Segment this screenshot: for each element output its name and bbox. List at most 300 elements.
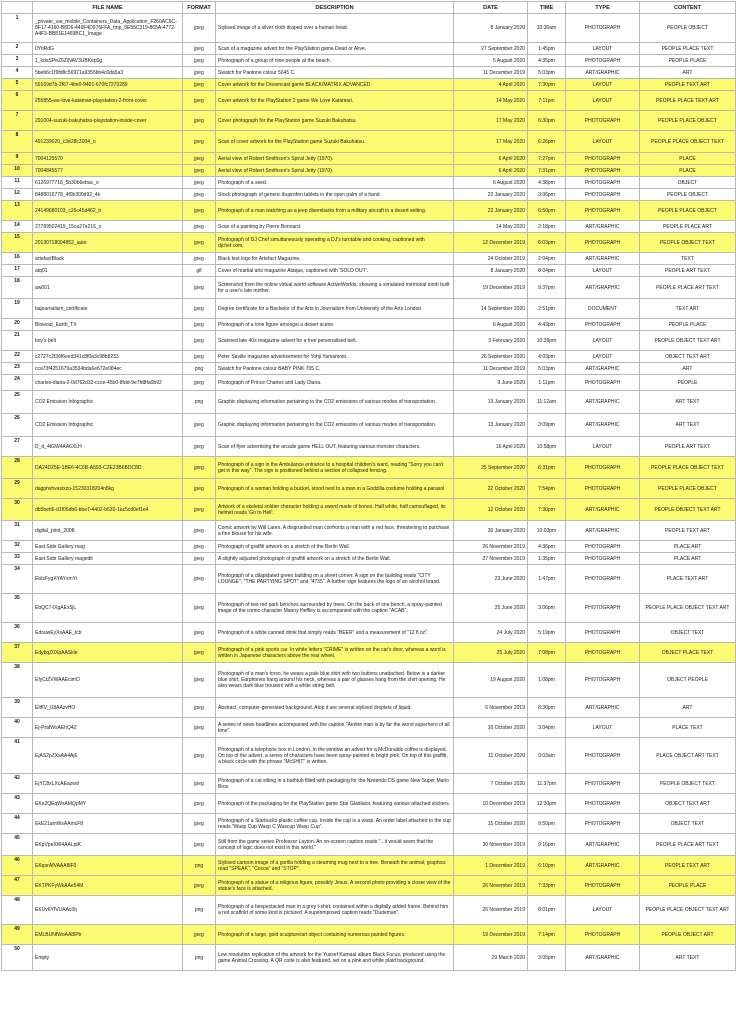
file-name-cell: Blowout_Earth_TX <box>33 319 183 331</box>
date-cell: 6 August 2020 <box>454 177 528 189</box>
header-type: TYPE <box>566 2 640 14</box>
type-cell: PHOTOGRAPH <box>566 375 640 391</box>
type-cell: ART/GRAPHIC <box>566 521 640 541</box>
format-cell: jpeg <box>183 277 216 299</box>
table-row <box>2 14 736 43</box>
content-cell: OBJECT <box>640 177 736 189</box>
table-row <box>2 499 736 521</box>
row-number: 15 <box>2 233 33 253</box>
time-cell: 6:30pm <box>528 111 566 131</box>
time-cell: 5:03pm <box>528 363 566 375</box>
format-cell: png <box>183 945 216 971</box>
file-name-cell: cca73f4251679a3534bda6e672e084ec <box>33 363 183 375</box>
row-number: 5 <box>2 79 33 91</box>
description-cell: Artwork of a skeletal soldier character holding a sword made of bones. Half white, half camouflaged, its helmet reads 'Go to Hell'. <box>216 499 454 521</box>
row-number: 42 <box>2 774 33 794</box>
table-row <box>2 131 736 153</box>
date-cell: 22 October 2020 <box>454 479 528 499</box>
date-cell: 26 November 2019 <box>454 896 528 925</box>
header-file-name: FILE NAME <box>33 2 183 14</box>
format-cell: jpeg <box>183 153 216 165</box>
content-cell: PEOPLE PLACE <box>640 319 736 331</box>
content-cell: PEOPLE PLACE OBJECT <box>640 111 736 131</box>
type-cell: PHOTOGRAPH <box>566 623 640 643</box>
format-cell: jpeg <box>183 111 216 131</box>
type-cell: PHOTOGRAPH <box>566 594 640 623</box>
date-cell: 11 October 2020 <box>454 738 528 774</box>
file-name-cell: db5beh6-d1f06db6-bbe7-4402-b630-1ac5cd0ef1e4 <box>33 499 183 521</box>
file-name-cell: EdybqZ0XpAASkle <box>33 643 183 663</box>
file-name-cell: EKqorAfVAAA8lF0 <box>33 856 183 876</box>
description-cell: Photograph of a telephone box in London. In the window an advert for a McDonalds coffee is displayed. On top of the advert, a series of characters have been spray-painted in bright pink. On top of this graffiti, a black circle with the phrase "McSHIT" is written. <box>216 738 454 774</box>
type-cell: PHOTOGRAPH <box>566 177 640 189</box>
content-cell: PEOPLE PLACE OBJECT TEXT <box>640 457 736 479</box>
description-cell: Photograph of a dilapidated green building on a street corner. A sign on the building reads "CITY LOUNGE", "THE PARTYING SPOT" and "4735". A further sign features the logo of an alcohol brand. <box>216 565 454 594</box>
time-cell: 11:37pm <box>528 774 566 794</box>
type-cell: ART/GRAPHIC <box>566 945 640 971</box>
file-name-cell: 7004125570 <box>33 153 183 165</box>
table-row <box>2 945 736 971</box>
table-row <box>2 277 736 299</box>
format-cell: jpeg <box>183 233 216 253</box>
content-cell: PLACE <box>640 153 736 165</box>
type-cell: ART/GRAPHIC <box>566 277 640 299</box>
file-name-cell: atq01 <box>33 265 183 277</box>
type-cell: PHOTOGRAPH <box>566 876 640 896</box>
type-cell: PHOTOGRAPH <box>566 165 640 177</box>
description-cell: Photograph of graffiti artwork on a stretch of the Berlin Wall. <box>216 541 454 553</box>
description-cell: Cover photograph for the PlayStation game Suzuki Bakuhatsu. <box>216 111 454 131</box>
format-cell: jpeg <box>183 565 216 594</box>
time-cell: 7:30pm <box>528 499 566 521</box>
date-cell: 30 January 2020 <box>454 521 528 541</box>
description-cell: Still from the game series Professor Layton. An on-screen caption reads "...it would seem that the concept of logic does not exist in this world." <box>216 834 454 856</box>
date-cell: 9 June 2020 <box>454 375 528 391</box>
type-cell: ART/GRAPHIC <box>566 856 640 876</box>
table-row <box>2 643 736 663</box>
table-row <box>2 437 736 457</box>
content-cell: PEOPLE PLACE <box>640 55 736 67</box>
date-cell: 15 October 2020 <box>454 814 528 834</box>
time-cell: 3:09pm <box>528 414 566 437</box>
date-cell: 27 November 2019 <box>454 553 528 565</box>
format-cell: png <box>183 391 216 414</box>
time-cell: 7:14pm <box>528 925 566 945</box>
description-cell: Photograph of a large, gold sculpture/art object containing numerous painted figures. <box>216 925 454 945</box>
description-cell: Degree certificate for a Bachelor of the Arts in Journalism from University of the Arts London. <box>216 299 454 319</box>
date-cell: 3 February 2020 <box>454 331 528 351</box>
date-cell: 26 November 2019 <box>454 876 528 896</box>
row-number: 50 <box>2 945 33 971</box>
row-number: 23 <box>2 363 33 375</box>
time-cell: 1:47pm <box>528 565 566 594</box>
file-name-cell: Empty <box>33 945 183 971</box>
time-cell: 7:27pm <box>528 153 566 165</box>
time-cell: 2:18pm <box>528 221 566 233</box>
format-cell: gif <box>183 265 216 277</box>
header-description: DESCRIPTION <box>216 2 454 14</box>
file-name-cell: _private_var_mobile_Containers_Data_Application_F260AC6C-8F17-4160-B8D6-449F4D976FFA_tmp_6E55C319-865A-4772-A4F3-BB81E1469BC1_Image <box>33 14 183 43</box>
row-number: 36 <box>2 623 33 643</box>
file-name-cell: EkE21amWsAAmcF8 <box>33 814 183 834</box>
format-cell: jpeg <box>183 299 216 319</box>
description-cell: Peter Saville magazine advertisement for Yohji Yamamoto. <box>216 351 454 363</box>
table-row <box>2 414 736 437</box>
time-cell: 4:03pm <box>528 351 566 363</box>
type-cell: PHOTOGRAPH <box>566 814 640 834</box>
row-number: 14 <box>2 221 33 233</box>
format-cell: jpeg <box>183 876 216 896</box>
file-name-cell: CO2 Emission Infographic <box>33 391 183 414</box>
date-cell: 10 December 2019 <box>454 794 528 814</box>
date-cell: 12 October 2020 <box>454 499 528 521</box>
format-cell: jpeg <box>183 738 216 774</box>
table-row <box>2 201 736 221</box>
time-cell: 8:30pm <box>528 698 566 718</box>
time-cell: 3:04pm <box>528 718 566 738</box>
type-cell: PHOTOGRAPH <box>566 643 640 663</box>
format-cell: jpeg <box>183 131 216 153</box>
table-row <box>2 814 736 834</box>
row-number: 19 <box>2 299 33 319</box>
row-number: 10 <box>2 165 33 177</box>
file-name-cell: EKpVpeXW4AALptK <box>33 834 183 856</box>
row-number: 27 <box>2 437 33 457</box>
format-cell: jpeg <box>183 479 216 499</box>
time-cell: 10:39pm <box>528 331 566 351</box>
time-cell: 1:08pm <box>528 663 566 698</box>
time-cell: 5:03pm <box>528 67 566 79</box>
file-name-cell: EdouwEyXsAAE_tcb <box>33 623 183 643</box>
content-cell: PEOPLE PLACE OBJECT TEXT <box>640 131 736 153</box>
file-name-cell: 6126977718_5b30b6ebac_o <box>33 177 183 189</box>
file-name-cell: 848801677​8_4f0b300d92_4k <box>33 189 183 201</box>
format-cell: jpeg <box>183 594 216 623</box>
row-number: 35 <box>2 594 33 623</box>
date-cell: 19 December 2019 <box>454 277 528 299</box>
format-cell: jpeg <box>183 457 216 479</box>
format-cell: jpeg <box>183 718 216 738</box>
time-cell: 6:50pm <box>528 201 566 221</box>
content-cell: PEOPLE PLACE OBJECT TEXT ART <box>640 594 736 623</box>
content-cell: PLACE OBJECT ART TEXT <box>640 738 736 774</box>
format-cell: jpeg <box>183 177 216 189</box>
content-cell: PEOPLE PLACE ART <box>640 221 736 233</box>
time-cell: 3:06pm <box>528 189 566 201</box>
date-cell: 5 August 2020 <box>454 55 528 67</box>
description-cell: Photograph of a lone figure amongst a desert scene. <box>216 319 454 331</box>
time-cell: 9:37pm <box>528 277 566 299</box>
table-row <box>2 834 736 856</box>
file-name-cell: EKUv6YfVUAAcI9j <box>33 896 183 925</box>
content-cell: PEOPLE OBJECT TEXT ART <box>640 331 736 351</box>
date-cell: 19 December 2019 <box>454 925 528 945</box>
format-cell: jpeg <box>183 221 216 233</box>
row-number: 18 <box>2 277 33 299</box>
type-cell: ART/GRAPHIC <box>566 499 640 521</box>
content-cell: OBJECT TEXT ART <box>640 794 736 814</box>
file-name-cell: East Side Gallery mag <box>33 541 183 553</box>
format-cell: jpeg <box>183 375 216 391</box>
time-cell: 1:45pm <box>528 43 566 55</box>
date-cell: 6 November 2019 <box>454 698 528 718</box>
table-row <box>2 698 736 718</box>
row-number: 13 <box>2 201 33 221</box>
description-cell: Scan of cover artwork for the PlayStation game Suzuki Bakuhatsu. <box>216 131 454 153</box>
type-cell: ART/GRAPHIC <box>566 391 640 414</box>
content-cell: OBJECT TEXT ART <box>640 351 736 363</box>
format-cell: jpeg <box>183 319 216 331</box>
table-row <box>2 521 736 541</box>
type-cell: LAYOUT <box>566 331 640 351</box>
time-cell: 4:36pm <box>528 541 566 553</box>
row-number: 45 <box>2 834 33 856</box>
description-cell: Scanned late 40s magazine advert for a free personalised belt. <box>216 331 454 351</box>
description-cell: Photograph of a statue of a religious figure, possibly Jesus. A second photo providing a closer view of the statue's face is attached. <box>216 876 454 896</box>
time-cell: 4:35pm <box>528 55 566 67</box>
format-cell: jpeg <box>183 43 216 55</box>
description-cell: Swatch for Pantone colour 5645 C. <box>216 67 454 79</box>
description-cell: A series of news headlines accompanied with the caption "Airdrie man is by far the worst superhero of all time". <box>216 718 454 738</box>
type-cell: PHOTOGRAPH <box>566 319 640 331</box>
content-cell: PLACE TEXT <box>640 718 736 738</box>
file-name-cell: dagphvhvasixzo-15230318204n8kg <box>33 479 183 499</box>
description-cell: Graphic displaying information pertaining to the CO2 emissions of various modes of transportation. <box>216 391 454 414</box>
description-cell: Swatch for Pantone colour BABY PINK 705 C. <box>216 363 454 375</box>
date-cell: 29 March 2020 <box>454 945 528 971</box>
file-name-cell: 59169d7b-2f67-4be0-9401-670fc7270289 <box>33 79 183 91</box>
time-cell: 4:43pm <box>528 319 566 331</box>
file-name-cell: 291004-suzuki-bakuhatsu-playstation-inside-cover <box>33 111 183 131</box>
time-cell: 6:31pm <box>528 457 566 479</box>
description-cell: Aerial view of Robert Smithson's Spiral Jetty (1970). <box>216 153 454 165</box>
file-name-cell: 1_kdaSPeZ6ZiNAV3UBKep0g <box>33 55 183 67</box>
file-name-cell: charles-diana-2-0d762d32-ccce-45b0-8fdd-9e7fd8fa0b92 <box>33 375 183 391</box>
date-cell: 17 May 2020 <box>454 131 528 153</box>
time-cell: 10:30am <box>528 14 566 43</box>
description-cell: Photograph of a man's torso, he wears a pale blue shirt with two buttons unattached. Below is a darker blue shirt. Earphones hang around his neck, whereas a pair of glasses hang from the shirt opening. He also wears dark blue trousers with a white string belt. <box>216 663 454 698</box>
format-cell: jpeg <box>183 14 216 43</box>
time-cell: 1:11pm <box>528 375 566 391</box>
row-number: 12 <box>2 189 33 201</box>
date-cell: 26 September 2020 <box>454 351 528 363</box>
file-name-cell: EKTPKFyWkAAe54M <box>33 876 183 896</box>
time-cell: 9:16pm <box>528 834 566 856</box>
row-number: 38 <box>2 663 33 698</box>
row-number: 22 <box>2 351 33 363</box>
file-name-cell: aw001 <box>33 277 183 299</box>
description-cell: Photograph of a sign in the Ambulance entrance to a hospital children's ward, reading "Sorry you can't get in this way". The sign is positioned behind a section of collapsed fencing. <box>216 457 454 479</box>
table-row <box>2 111 736 131</box>
header-content: CONTENT <box>640 2 736 14</box>
format-cell: jpeg <box>183 331 216 351</box>
description-cell: Scan of flyer advertising the arcade game HELL OUT, featuring various monster characters. <box>216 437 454 457</box>
description-cell: Photograph of a group of nine people at the beach. <box>216 55 454 67</box>
content-cell: PEOPLE ART TEXT <box>640 437 736 457</box>
type-cell: PHOTOGRAPH <box>566 479 640 499</box>
row-number: 4 <box>2 67 33 79</box>
content-cell: PEOPLE PLACE OBJECT <box>640 201 736 221</box>
row-number: 16 <box>2 253 33 265</box>
content-cell: PEOPLE ART TEXT <box>640 265 736 277</box>
table-row <box>2 541 736 553</box>
time-cell: 9:50pm <box>528 814 566 834</box>
type-cell: PHOTOGRAPH <box>566 189 640 201</box>
description-cell: Abstract, computer-generated background. Atop it are several stylised droplets of liquid. <box>216 698 454 718</box>
date-cell: 4 April 2020 <box>454 79 528 91</box>
description-cell: Low resolution replication of the artwork for the Yussef Kamaal album Black Focus, produced using the game Animal Crossing. A QR code is also featured, set on a pink and white plaid background. <box>216 945 454 971</box>
table-row <box>2 774 736 794</box>
format-cell: jpeg <box>183 165 216 177</box>
table-row <box>2 221 736 233</box>
time-cell: 5:19pm <box>528 623 566 643</box>
content-cell: ART TEXT <box>640 391 736 414</box>
content-cell: PLACE <box>640 165 736 177</box>
type-cell: ART/GRAPHIC <box>566 834 640 856</box>
date-cell: 17 May 2020 <box>454 111 528 131</box>
type-cell: PHOTOGRAPH <box>566 201 640 221</box>
row-number: 29 <box>2 479 33 499</box>
row-number: 48 <box>2 896 33 925</box>
content-cell: PEOPLE PLACE <box>640 876 736 896</box>
table-row <box>2 391 736 414</box>
type-cell: LAYOUT <box>566 437 640 457</box>
format-cell: jpeg <box>183 55 216 67</box>
file-name-cell: EfyCtZVWAAEcimO <box>33 663 183 698</box>
type-cell: PHOTOGRAPH <box>566 111 640 131</box>
file-name-cell: 20130718094852_auto <box>33 233 183 253</box>
content-cell: PEOPLE PLACE TEXT ART <box>640 91 736 111</box>
table-row <box>2 896 736 925</box>
file-name-cell: D_d_4tGW4AA6XLH <box>33 437 183 457</box>
table-row <box>2 856 736 876</box>
file-name-cell: 255855-we-love-katamari-playstation-2-front-cover <box>33 91 183 111</box>
description-cell: Cover artwork for the Dreamcast game BLACK/MATRIX ADVANCED. <box>216 79 454 91</box>
row-number: 39 <box>2 698 33 718</box>
table-row <box>2 319 736 331</box>
time-cell: 7:11pm <box>528 91 566 111</box>
description-cell: Cover of martial arts magazine Ataque, captioned with 'SOLD OUT'. <box>216 265 454 277</box>
table-row <box>2 265 736 277</box>
type-cell: PHOTOGRAPH <box>566 55 640 67</box>
row-number: 49 <box>2 925 33 945</box>
row-number: 6 <box>2 91 33 111</box>
row-number: 33 <box>2 553 33 565</box>
table-row <box>2 623 736 643</box>
time-cell: 3:06pm <box>528 594 566 623</box>
format-cell: jpeg <box>183 189 216 201</box>
type-cell: PHOTOGRAPH <box>566 794 640 814</box>
date-cell: 14 September 2020 <box>454 299 528 319</box>
time-cell: 4:38pm <box>528 177 566 189</box>
content-cell: PEOPLE TEXT ART <box>640 79 736 91</box>
file-name-cell: 0YtiRdG <box>33 43 183 55</box>
row-number: 9 <box>2 153 33 165</box>
time-cell: 7:31pm <box>528 165 566 177</box>
date-cell: 6 April 2020 <box>454 165 528 177</box>
content-cell: TEXT <box>640 253 736 265</box>
format-cell: png <box>183 896 216 925</box>
row-number: 11 <box>2 177 33 189</box>
table-row <box>2 299 736 319</box>
type-cell: DOCUMENT <box>566 299 640 319</box>
table-row <box>2 925 736 945</box>
type-cell: ART/GRAPHIC <box>566 67 640 79</box>
row-number: 24 <box>2 375 33 391</box>
row-number: 47 <box>2 876 33 896</box>
content-cell: PEOPLE OBJECT <box>640 14 736 43</box>
table-row <box>2 738 736 774</box>
table-row <box>2 794 736 814</box>
type-cell: LAYOUT <box>566 131 640 153</box>
description-cell: Aerial view of Robert Smithson's Spiral Jetty (1970). <box>216 165 454 177</box>
type-cell: LAYOUT <box>566 718 640 738</box>
file-name-cell: East Side Gallery magedit <box>33 553 183 565</box>
header-row <box>2 2 736 14</box>
table-row <box>2 876 736 896</box>
file-name-cell: 5beb6c1f9fd8c56971a9355bb4c0da5a3 <box>33 67 183 79</box>
date-cell: 27 September 2020 <box>454 43 528 55</box>
description-cell: Photograph of two red park benches surrounded by trees. On the back of one bench, a spray-painted image of the comic character Manny Heffley is accompanied with the caption "ACAB". <box>216 594 454 623</box>
row-number: 28 <box>2 457 33 479</box>
file-name-cell: EbIzFygXYAYsmYr <box>33 565 183 594</box>
format-cell: jpeg <box>183 663 216 698</box>
type-cell: PHOTOGRAPH <box>566 14 640 43</box>
content-cell: ART <box>640 67 736 79</box>
file-name-cell: EltfIV_U8AAzvHO <box>33 698 183 718</box>
row-number: 43 <box>2 794 33 814</box>
date-cell: 14 May 2020 <box>454 91 528 111</box>
date-cell: 8 January 2020 <box>454 265 528 277</box>
file-name-cell: digital_print_2008 <box>33 521 183 541</box>
file-name-cell: 491239020_c3e28c3004_o <box>33 131 183 153</box>
time-cell: 1:35pm <box>528 553 566 565</box>
content-cell: PEOPLE OBJECT <box>640 189 736 201</box>
table-row <box>2 718 736 738</box>
file-name-cell: c2727c2f36f6eed341c8f0a3c98b8233 <box>33 351 183 363</box>
description-cell: Photograph of a man watching as a jeep disembarks from a military aircraft in a desert setting. <box>216 201 454 221</box>
row-number: 1 <box>2 14 33 43</box>
table-row <box>2 363 736 375</box>
description-cell: Photograph of a white canned drink that simply reads "BEER" and a measurement of "12 fl oz". <box>216 623 454 643</box>
time-cell: 11:12am <box>528 391 566 414</box>
time-cell: 2:51pm <box>528 299 566 319</box>
file-name-cell: 27789502419_15ca27e216_o <box>33 221 183 233</box>
format-cell: png <box>183 856 216 876</box>
type-cell: LAYOUT <box>566 265 640 277</box>
time-cell: 10:58pm <box>528 437 566 457</box>
date-cell: 19 August 2020 <box>454 663 528 698</box>
table-row <box>2 55 736 67</box>
date-cell: 6 April 2020 <box>454 153 528 165</box>
content-cell: PLACE ART <box>640 541 736 553</box>
row-number: 17 <box>2 265 33 277</box>
date-cell: 10 October 2020 <box>454 718 528 738</box>
description-cell: Photograph of a bespectacled man in a grey t-shirt, contained within a digitally added frame. Behind him a red scaffold of some kind is pictured. A superimposed caption reads "Dudeman". <box>216 896 454 925</box>
time-cell: 2:04pm <box>528 253 566 265</box>
format-cell: jpeg <box>183 698 216 718</box>
description-cell: Stock photograph of generic ibuprofen tablets in the open palm of a hand. <box>216 189 454 201</box>
description-cell: Photograph of a woman holding a bucket, stood next to a man in a Godzilla costume holding a parasol. <box>216 479 454 499</box>
row-number: 26 <box>2 414 33 437</box>
table-row <box>2 253 736 265</box>
table-row <box>2 375 736 391</box>
type-cell: PHOTOGRAPH <box>566 457 640 479</box>
format-cell: jpeg <box>183 794 216 814</box>
row-number: 37 <box>2 643 33 663</box>
type-cell: LAYOUT <box>566 79 640 91</box>
type-cell: PHOTOGRAPH <box>566 541 640 553</box>
